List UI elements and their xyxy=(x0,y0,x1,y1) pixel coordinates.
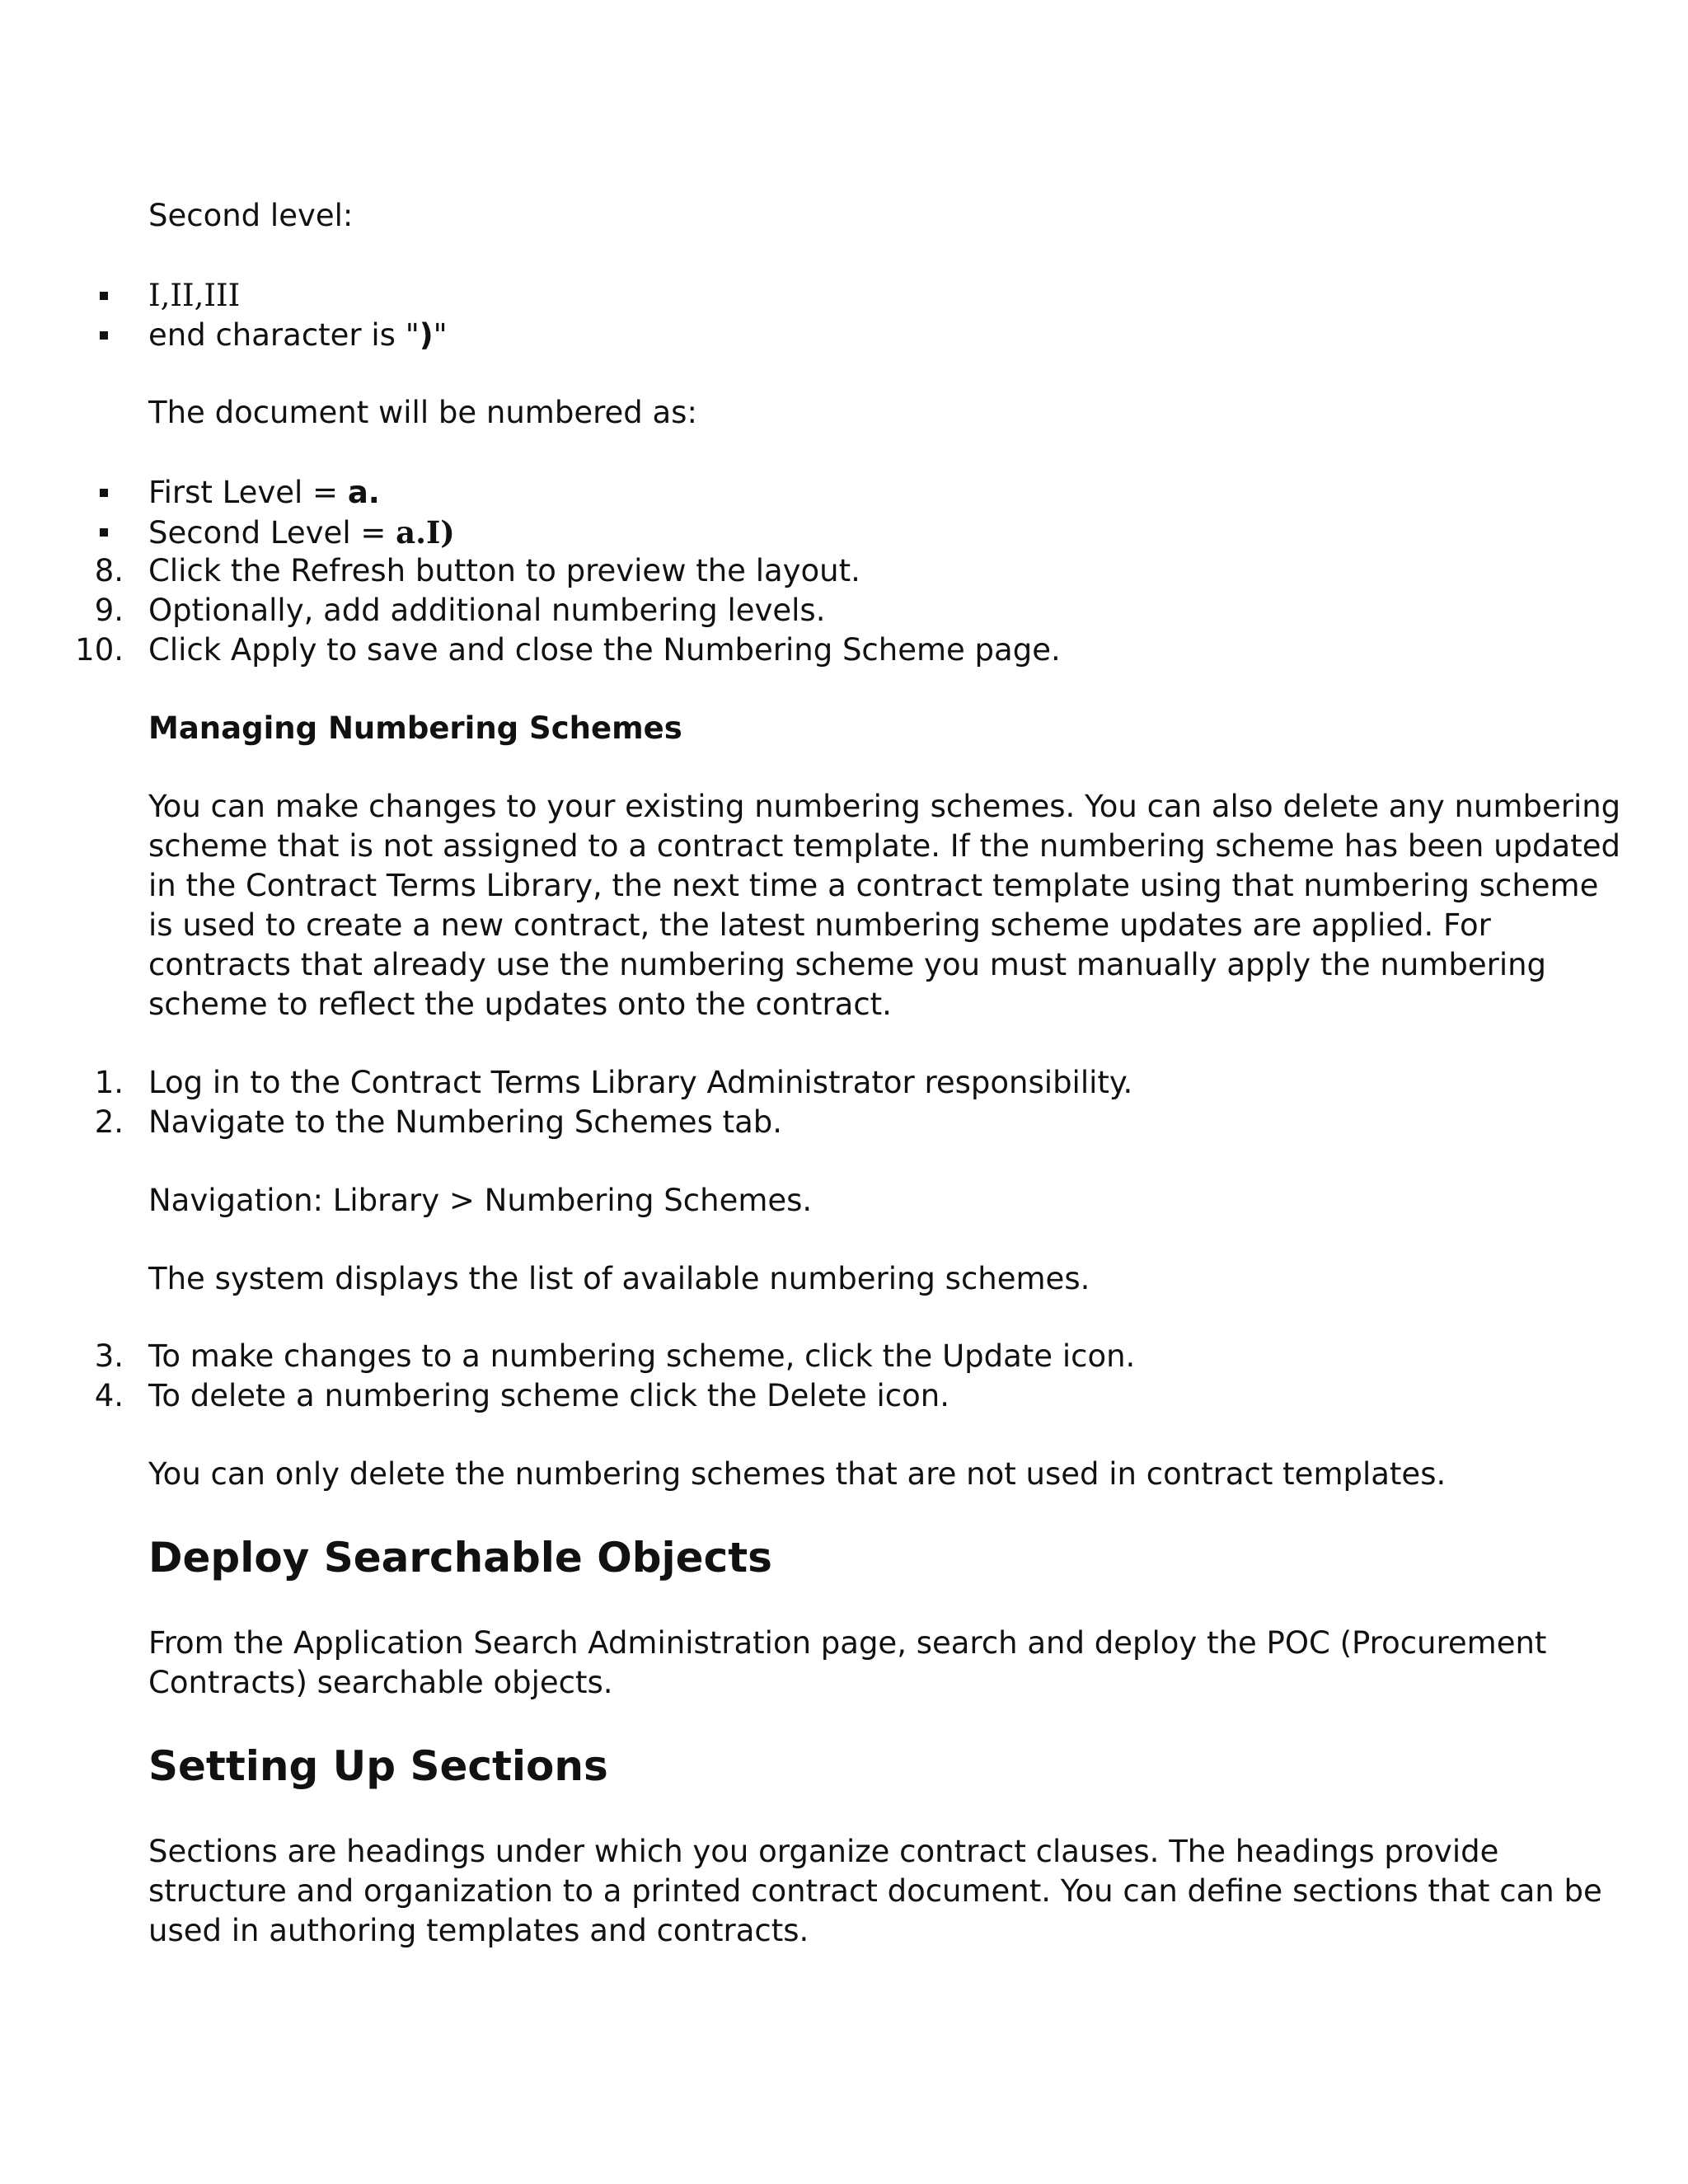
managing-paragraph-line: in the Contract Terms Library, the next time a contract template using that numbering scheme xyxy=(148,868,1599,903)
managing-paragraph-line: scheme to reflect the updates onto the contract. xyxy=(148,987,892,1022)
bullet-second-level: Second Level = a.I) xyxy=(148,514,455,551)
step-text: Optionally, add additional numbering levels. xyxy=(148,593,826,628)
step-text: To make changes to a numbering scheme, click the Update icon. xyxy=(148,1338,1136,1374)
sections-paragraph-line: structure and organization to a printed contract document. You can define sections that can be xyxy=(148,1873,1602,1909)
step-number: 4. xyxy=(94,1378,124,1413)
deploy-paragraph-line: Contracts) searchable objects. xyxy=(148,1665,613,1700)
delete-note: You can only delete the numbering schemes that are not used in contract templates. xyxy=(148,1456,1447,1492)
bullet-marker xyxy=(100,528,108,537)
step-text: Log in to the Contract Terms Library Administrator responsibility. xyxy=(148,1065,1133,1100)
step-number: 9. xyxy=(94,593,124,628)
navigation-text: Navigation: Library > Numbering Schemes. xyxy=(148,1183,813,1218)
bullet-end-character: end character is ")" xyxy=(148,317,448,353)
step-number: 2. xyxy=(94,1104,124,1140)
managing-paragraph-line: contracts that already use the numbering scheme you must manually apply the numbering xyxy=(148,947,1547,982)
managing-paragraph-line: is used to create a new contract, the latest numbering scheme updates are applied. For xyxy=(148,907,1491,943)
system-displays-text: The system displays the list of available numbering schemes. xyxy=(148,1261,1090,1296)
step-text: To delete a numbering scheme click the Delete icon. xyxy=(148,1378,950,1413)
deploy-heading: Deploy Searchable Objects xyxy=(148,1534,772,1582)
managing-heading: Managing Numbering Schemes xyxy=(148,710,682,746)
step-number: 10. xyxy=(75,632,124,668)
step-text: Navigate to the Numbering Schemes tab. xyxy=(148,1104,783,1140)
managing-paragraph-line: You can make changes to your existing numbering schemes. You can also delete any numbering xyxy=(148,789,1621,824)
second-level-label: Second level: xyxy=(148,198,354,233)
deploy-paragraph-line: From the Application Search Administration page, search and deploy the POC (Procurement xyxy=(148,1625,1547,1661)
step-number: 8. xyxy=(94,553,124,588)
bullet-first-level: First Level = a. xyxy=(148,475,380,510)
numbered-as-text: The document will be numbered as: xyxy=(148,395,697,430)
bullet-roman-numerals: I,II,III xyxy=(148,278,241,313)
step-number: 1. xyxy=(94,1065,124,1100)
bullet-marker xyxy=(100,331,108,340)
sections-paragraph-line: Sections are headings under which you organize contract clauses. The headings provide xyxy=(148,1834,1499,1869)
step-number: 3. xyxy=(94,1338,124,1374)
sections-heading: Setting Up Sections xyxy=(148,1742,608,1790)
managing-paragraph-line: scheme that is not assigned to a contract template. If the numbering scheme has been updated xyxy=(148,828,1620,864)
bullet-marker xyxy=(100,489,108,497)
step-text: Click Apply to save and close the Numbering Scheme page. xyxy=(148,632,1061,668)
bullet-marker xyxy=(100,292,108,300)
sections-paragraph-line: used in authoring templates and contracts. xyxy=(148,1913,809,1948)
step-text: Click the Refresh button to preview the layout. xyxy=(148,553,860,588)
